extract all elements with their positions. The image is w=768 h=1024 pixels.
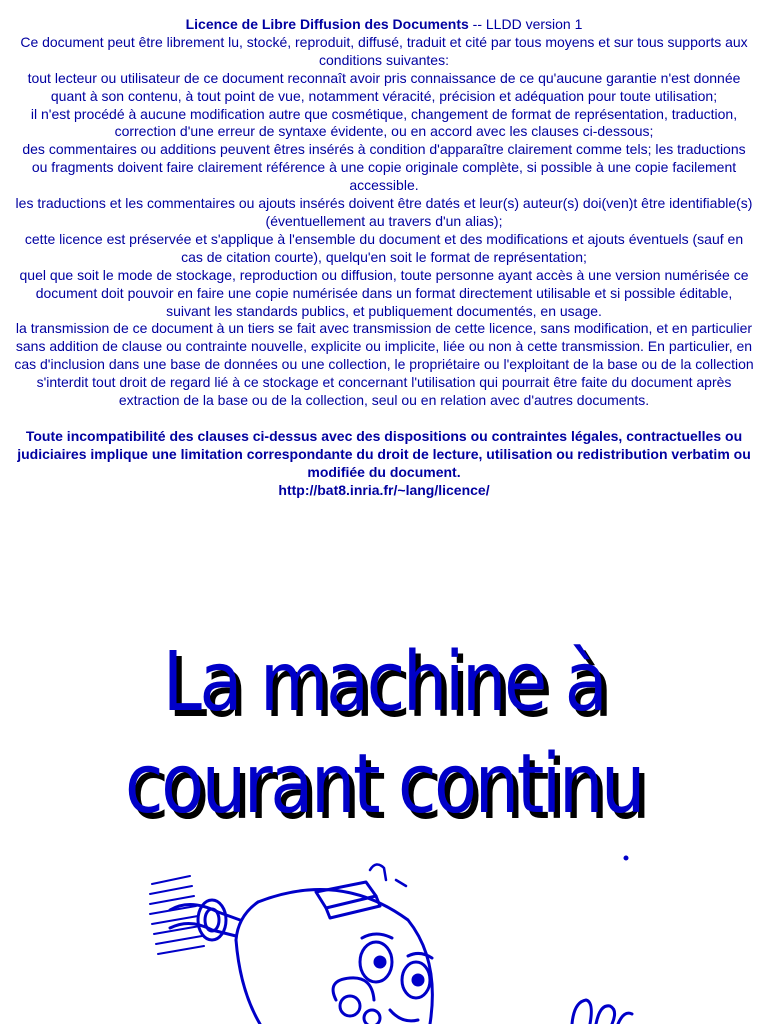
licence-version: -- LLDD version 1	[468, 16, 583, 32]
licence-clause: la transmission de ce document à un tiers se fait avec transmission de cette licence, sans modification, et en particulier sans addition de clause ou contrainte nouvelle, explicite ou implicite, liée ou non à cette transmission. En particulier, en cas d'inclusion dans une base de données ou une collection, le propriétaire ou l'exploitant de la base ou de la collection s'interdit tout droit de regard lié à ce stockage et concernant l'utilisation qui pourrait être faite du document après extraction de la base ou de la collection, seul ou en relation avec d'autres documents.	[14, 320, 754, 409]
licence-clause: tout lecteur ou utilisateur de ce document reconnaît avoir pris connaissance de ce qu'aucune garantie n'est donnée quant à son contenu, à tout point de vue, notamment véracité, précision et adéquation pour toute utilisation;	[27, 69, 741, 104]
motor-cartoon-icon	[140, 850, 640, 1024]
licence-clause: les traductions et les commentaires ou ajouts insérés doivent être datés et leur(s) auteur(s) doi(ven)t être identifiable(s) (éventuellement au travers d'un alias);	[15, 195, 753, 229]
licence-block	[14, 16, 754, 500]
licence-url[interactable]: http://bat8.inria.fr/~lang/licence/	[278, 481, 490, 498]
licence-heading	[14, 16, 754, 34]
licence-clause: Ce document peut être librement lu, stocké, reproduit, diffusé, traduit et cité par tous moyens et sur tous supports aux conditions suivantes:	[20, 33, 748, 68]
title-line-1: La machine à	[162, 635, 606, 730]
title-line-2: courant continu	[124, 737, 644, 832]
licence-clause: il n'est procédé à aucune modification autre que cosmétique, changement de format de représentation, traduction, correction d'une erreur de syntaxe évidente, ou en accord avec les clauses ci-dessous;	[30, 105, 738, 140]
licence-warning: Toute incompatibilité des clauses ci-dessus avec des dispositions ou contraintes légales, contractuelles ou judiciaires implique une limitation correspondante du droit de lecture, utilisation ou redistribution verbatim ou modifiée du document.	[17, 427, 751, 480]
document-title	[54, 632, 714, 836]
licence-title: Licence de Libre Diffusion des Documents	[185, 16, 469, 32]
licence-warning-block	[14, 428, 754, 500]
licence-clause: cette licence est préservée et s'applique à l'ensemble du document et des modifications et ajouts éventuels (sauf en cas de citation courte), quelqu'en soit le format de représentation;	[24, 230, 744, 265]
licence-clause: des commentaires ou additions peuvent êtres insérés à condition d'apparaître clairement comme tels; les traductions ou fragments doivent faire clairement référence à une copie originale complète, si possible à une copie facilement accessible.	[22, 141, 746, 194]
licence-clause: quel que soit le mode de stockage, reproduction ou diffusion, toute personne ayant accès à une version numérisée ce document doit pouvoir en faire une copie numérisée dans un format directement utilisable et si possible éditable, suivant les standards publics, et publiquement documentés, en usage.	[19, 266, 749, 319]
